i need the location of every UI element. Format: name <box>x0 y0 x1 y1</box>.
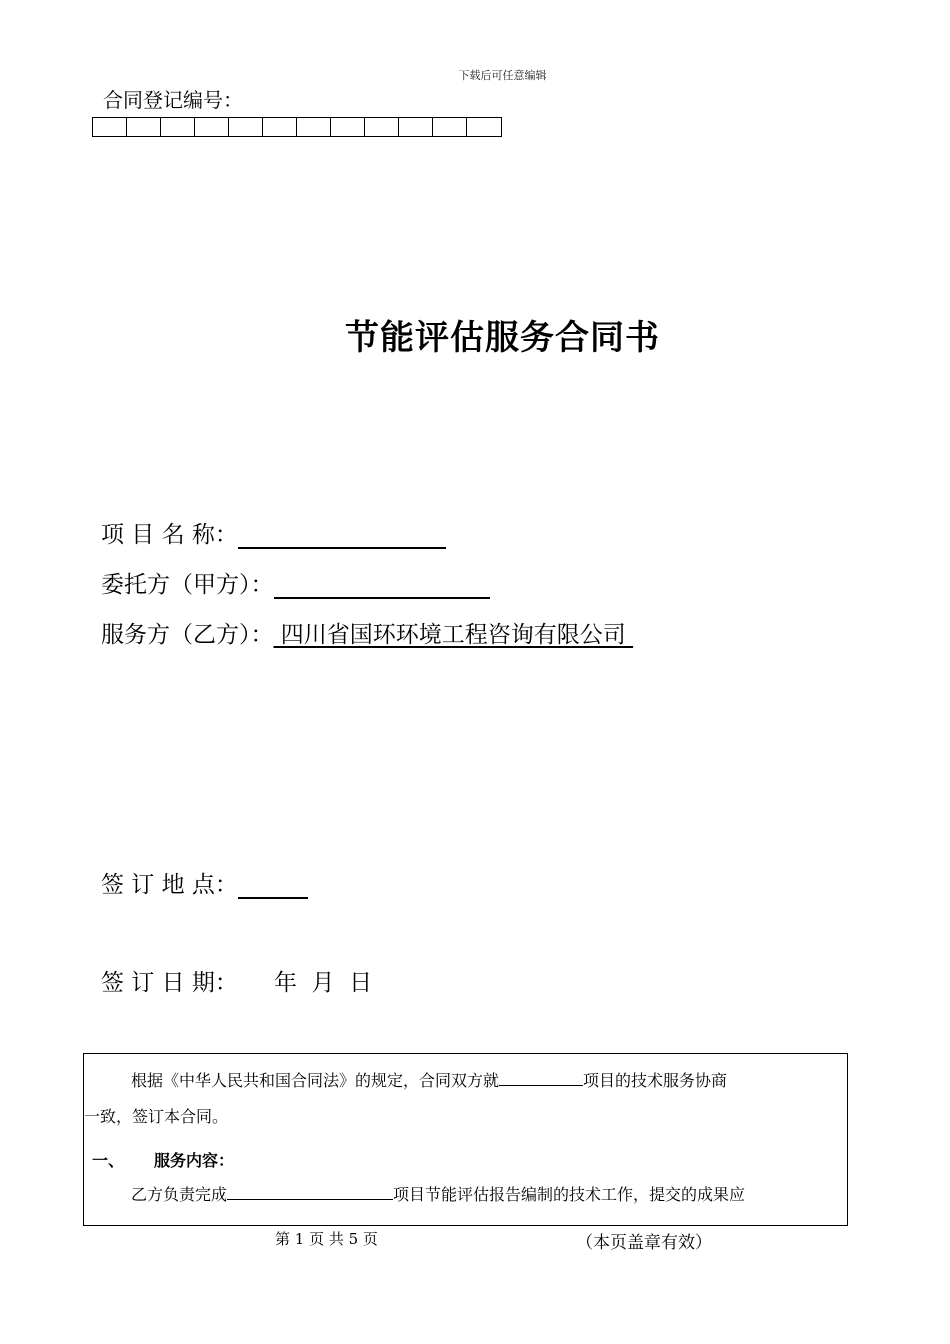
provider-value: 四川省国环环境工程咨询有限公司 <box>273 622 634 648</box>
provider-row <box>101 616 633 649</box>
sign-date-label: 签 订 日 期： <box>101 970 238 996</box>
project-name-blank[interactable] <box>238 525 446 549</box>
registration-digit-box[interactable] <box>161 118 195 136</box>
service-paragraph <box>131 1182 745 1208</box>
intro-text-before: 根据《中华人民共和国合同法》的规定，合同双方就 <box>131 1071 500 1090</box>
registration-digit-box[interactable] <box>467 118 501 136</box>
intro-paragraph-line1 <box>131 1068 727 1094</box>
sign-date-row <box>101 964 372 997</box>
page-number: 第 1 页 共 5 页 <box>275 1230 378 1248</box>
sign-place-blank[interactable] <box>238 875 308 899</box>
project-name-label: 项 目 名 称： <box>101 522 238 548</box>
client-row <box>101 566 490 599</box>
registration-digit-box[interactable] <box>433 118 467 136</box>
intro-paragraph-line2: 一致，签订本合同。 <box>84 1107 229 1126</box>
client-blank[interactable] <box>274 575 490 599</box>
registration-digit-box[interactable] <box>399 118 433 136</box>
registration-number-boxes[interactable] <box>92 117 502 137</box>
sign-place-label: 签 订 地 点： <box>101 872 238 898</box>
intro-text-after: 项目的技术服务协商 <box>583 1071 728 1090</box>
service-project-blank[interactable] <box>227 1183 393 1200</box>
registration-digit-box[interactable] <box>263 118 297 136</box>
client-label: 委托方（甲方）： <box>101 572 274 598</box>
registration-number-label: 合同登记编号： <box>103 88 243 112</box>
registration-digit-box[interactable] <box>331 118 365 136</box>
service-text-before: 乙方负责完成 <box>131 1185 228 1204</box>
contract-body-box <box>83 1053 848 1226</box>
registration-digit-box[interactable] <box>365 118 399 136</box>
project-name-row <box>101 516 446 549</box>
section-heading-service <box>92 1148 234 1174</box>
sign-place-row <box>101 866 308 899</box>
provider-label: 服务方（乙方）： <box>101 622 274 648</box>
intro-project-blank[interactable] <box>499 1069 583 1086</box>
registration-digit-box[interactable] <box>127 118 161 136</box>
watermark-text: 下载后可任意编辑 <box>458 69 547 82</box>
section-number: 一、 <box>92 1151 125 1170</box>
seal-note: （本页盖章有效） <box>576 1233 712 1253</box>
document-title: 节能评估服务合同书 <box>345 318 660 358</box>
registration-digit-box[interactable] <box>297 118 331 136</box>
service-text-after: 项目节能评估报告编制的技术工作，提交的成果应 <box>393 1185 746 1204</box>
registration-digit-box[interactable] <box>229 118 263 136</box>
registration-digit-box[interactable] <box>93 118 127 136</box>
section-title: 服务内容： <box>154 1151 235 1170</box>
sign-date-value: 年 月 日 <box>273 970 373 996</box>
registration-digit-box[interactable] <box>195 118 229 136</box>
